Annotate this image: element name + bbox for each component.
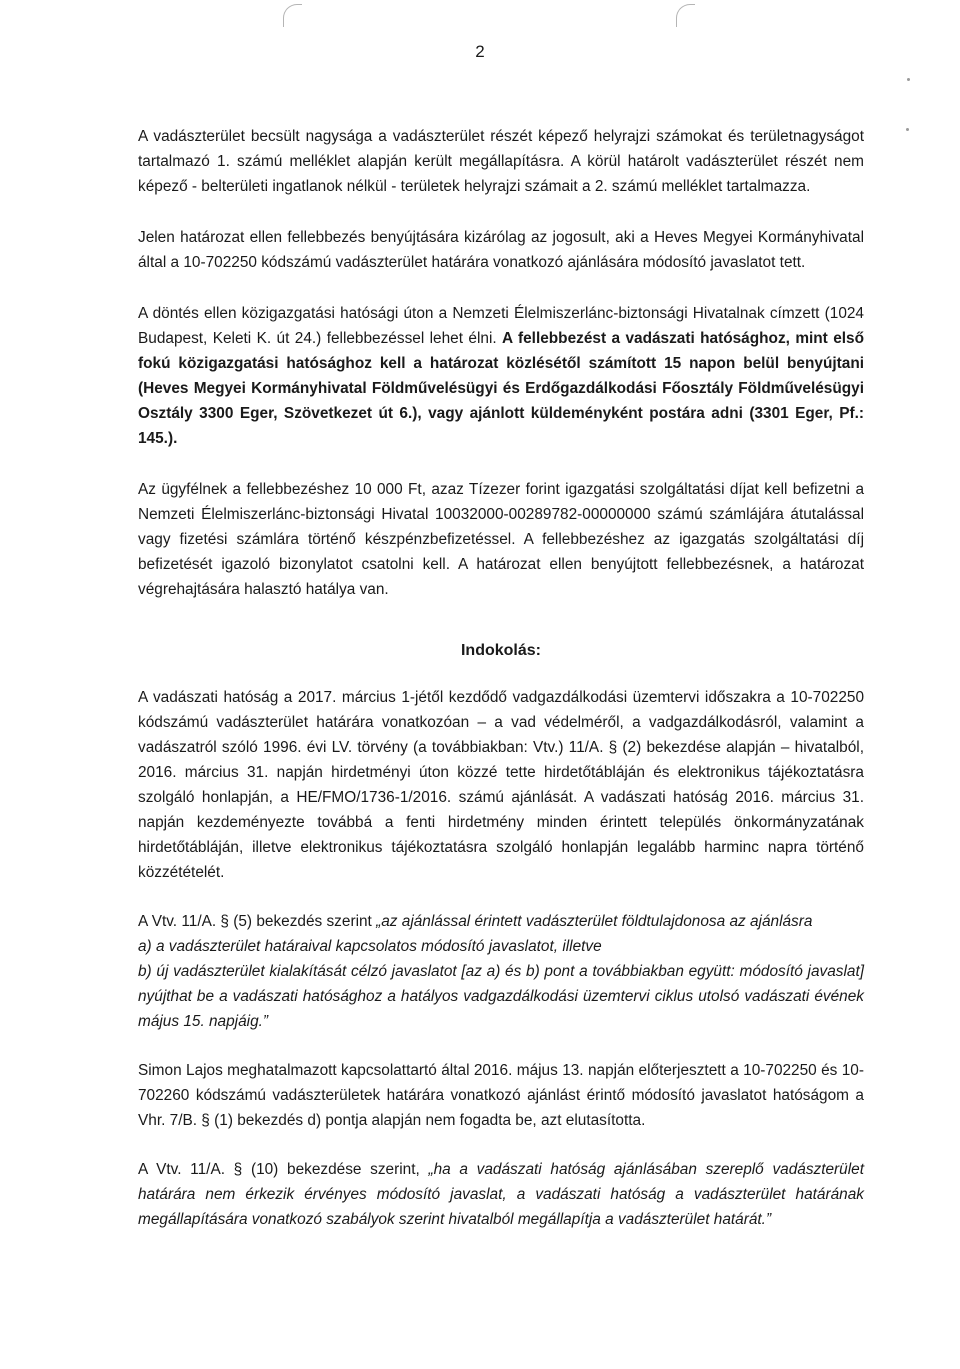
section-heading-reasoning: Indokolás:	[460, 642, 541, 659]
paragraph-reasoning-background: A vadászati hatóság a 2017. március 1-jétől kezdődő vadgazdálkodási üzemtervi időszakra a 10-702250 kódszámú vadászterület határára vonatkozóan – a vad védelméről, a vadgazdálkodásról, valamint a vadászatról szóló 1996. évi LV. törvény (a továbbiakban: Vtv.) 11/A. § (2) bekezdése alapján – hivatalból, 2016. március 31. napján hirdetményi úton közzé tette hirdetőtábláján és elektronikus tájékoztatásra szolgáló honlapján, a HE/FMO/1736-1/2016. számú ajánlását. A vadászati hatóság 2016. március 31. napján kezdeményezte továbbá a fenti hirdetmény minden érintett település önkormányzatának hirdetőtábláján, illetve elektronikus tájékoztatásra szolgáló honlapján legalább harminc napra történő közzétételét.	[138, 689, 864, 881]
legal-quote-point-a: a) a vadászterület határaival kapcsolatos módosító javaslatot, illetve	[138, 938, 602, 955]
legal-quote-text: „az ajánlással érintett vadászterület földtulajdonosa az ajánlásra	[376, 913, 813, 930]
legal-quote-2-intro: A Vtv. 11/A. § (10) bekezdése szerint,	[138, 1161, 429, 1178]
document-body	[138, 124, 864, 1232]
scan-corner-mark-right	[676, 4, 695, 27]
appeal-submission-text: A fellebbezést a vadászati hatósághoz, mint első fokú közigazgatási hatósághoz kell a határozat közlésétől számított 15 napon belül benyújtani (Heves Megyei Kormányhivatal Földművelésügyi és Erdőgazdálkodási Főosztály Földművelésügyi Osztály 3300 Eger, Szövetkezet út 6.), vagy ajánlott küldeményként postára adni (3301 Eger, Pf.: 145.).	[138, 330, 865, 447]
paragraph-legal-quote-1	[138, 909, 864, 1034]
legal-quote-point-b: b) új vadászterület kialakítását célzó javaslatot [az a) és b) pont a továbbiakban együtt: módosító javaslat] nyújthat be a vadászati hatósághoz a hatályos vadgazdálkodási üzemtervi ciklus utolsó vadászati évének május 15. napjáig.”	[138, 963, 864, 1030]
paragraph-proposal-rejection: Simon Lajos meghatalmazott kapcsolattartó által 2016. május 13. napján előterjesztett a 10-702250 és 10-702260 kódszámú vadászterületek határára vonatkozó ajánlást érintő módosító javaslatot hatóságom a Vhr. 7/B. § (1) bekezdés d) pontja alapján nem fogadta be, azt elutasította.	[138, 1062, 864, 1129]
paragraph-appeal-fee: Az ügyfélnek a fellebbezéshez 10 000 Ft, azaz Tízezer forint igazgatási szolgáltatási díjat kell befizetni a Nemzeti Élelmiszerlánc-biztonsági Hivatal 10032000-00289782-00000000 számú számlájára átutalással vagy fizetési számlára történő készpénzbefizetéssel. A fellebbezéshez az igazgatás szolgáltatási díj befizetését igazoló bizonylatot csatolni kell. A határozat ellen benyújtott fellebbezésnek, a határozat végrehajtására halasztó hatálya van.	[138, 481, 864, 598]
appeal-procedure-text: A döntés ellen közigazgatási hatósági úton a Nemzeti Élelmiszerlánc-biztonsági Hivatalnak címzett (1024 Budapest, Keleti K. út 24.) fellebbezéssel lehet élni.	[138, 305, 864, 347]
paragraph-area-description: A vadászterület becsült nagysága a vadászterület részét képező helyrajzi számokat és területnagyságot tartalmazó 1. számú melléklet alapján került megállapításra. A körül határolt vadászterület részét nem képező - belterületi ingatlanok nélkül - területek helyrajzi számait a 2. számú melléklet tartalmazza.	[138, 128, 864, 195]
paragraph-legal-quote-2	[138, 1157, 864, 1232]
paragraph-appeal-procedure	[138, 301, 864, 451]
paragraph-appeal-eligibility: Jelen határozat ellen fellebbezés benyújtására kizárólag az jogosult, aki a Heves Megyei Kormányhivatal által a 10-702250 kódszámú vadászterület határára vonatkozó ajánlására módosító javaslatot tett.	[138, 229, 864, 271]
scan-speck	[906, 128, 909, 131]
scan-corner-mark-left	[283, 4, 302, 27]
scan-speck	[907, 78, 910, 81]
legal-quote-2-text: „ha a vadászati hatóság ajánlásában szereplő vadászterület határára nem érkezik érvényes módosító javaslat, a vadászati hatóság a vadászterület határának megállapítására vonatkozó szabályok szerint hivatalból megállapítja a vadászterület határát.”	[138, 1161, 864, 1228]
page-number: 2	[475, 42, 485, 61]
legal-quote-intro: A Vtv. 11/A. § (5) bekezdés szerint	[138, 913, 377, 930]
